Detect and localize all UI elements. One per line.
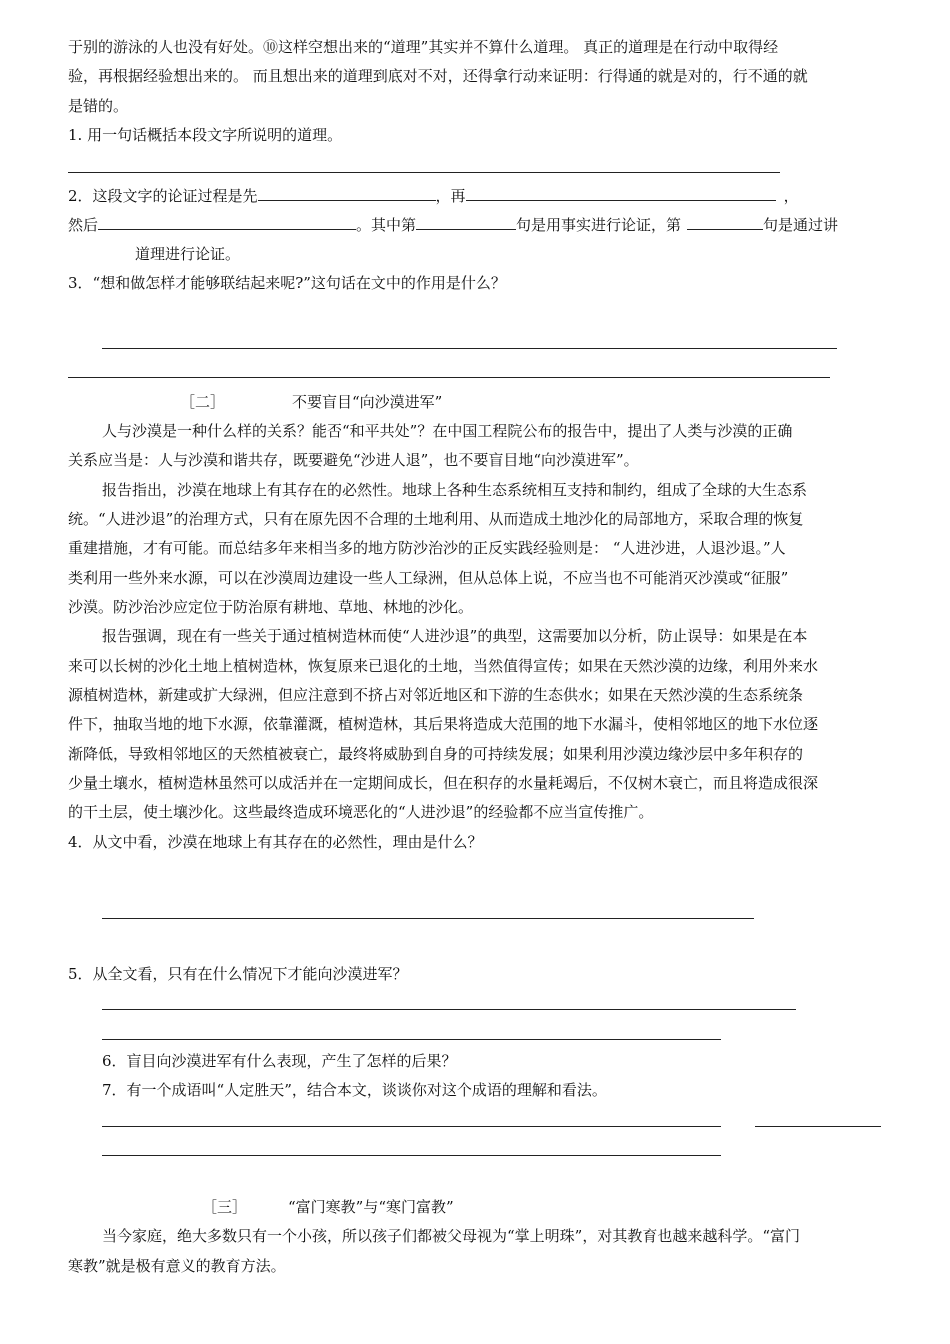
question-2-line-1 — [68, 185, 799, 206]
section-2-line-10: 源植树造林，新建或扩大绿洲，但应注意到不挤占对邻近地区和下游的生态供水；如果在天然沙漠的生态系统条 — [68, 686, 804, 704]
passage1-line-1: 于别的游泳的人也没有好处。⑩这样空想出来的“道理”其实并不算什么道理。 真正的道理是在行动中取得经 — [68, 38, 779, 56]
answer-line-q4[interactable] — [102, 918, 754, 919]
blank-q2-sentence-reason[interactable] — [687, 214, 763, 230]
passage1-line-2: 验，再根据经验想出来的。 而且想出来的道理到底对不对，还得拿行动来证明：行得通的就是对的，行不通的就 — [68, 67, 808, 85]
section-2-line-1: 人与沙漠是一种什么样的关系？能否“和平共处”？在中国工程院公布的报告中，提出了人类与沙漠的正确 — [102, 422, 793, 440]
question-2-line-3: 道理进行论证。 — [135, 245, 241, 263]
section-2-line-3: 报告指出，沙漠在地球上有其存在的必然性。地球上各种生态系统相互支持和制约，组成了全球的大生态系 — [102, 481, 808, 499]
section-3-line-1: 当今家庭，绝大多数只有一个小孩，所以孩子们都被父母视为“掌上明珠”，对其教育也越来越科学。“富门 — [102, 1227, 801, 1245]
answer-line-q3-1[interactable] — [102, 348, 837, 349]
question-2-text-g: 句是通过讲 — [763, 216, 839, 234]
question-2-text-a: 2．这段文字的论证过程是先 — [68, 187, 258, 205]
section-3-line-2: 寒教”就是极有意义的教育方法。 — [68, 1257, 286, 1275]
section-2-line-11: 件下，抽取当地的地下水源，依靠灌溉，植树造林，其后果将造成大范围的地下水漏斗，使相邻地区的地下水位逐 — [68, 715, 819, 733]
answer-line-q5-2[interactable] — [102, 1039, 721, 1040]
question-3: 3．“想和做怎样才能够联结起来呢?”这句话在文中的作用是什么？ — [68, 274, 506, 292]
answer-line-q5-1[interactable] — [102, 1009, 796, 1010]
question-4: 4．从文中看，沙漠在地球上有其存在的必然性，理由是什么？ — [68, 833, 483, 851]
blank-q2-sentence-fact[interactable] — [416, 214, 516, 230]
answer-line-q7-2[interactable] — [102, 1155, 721, 1156]
question-2-text-d: 然后 — [68, 216, 99, 234]
section-2-line-4: 统。“人进沙退”的治理方式，只有在原先因不合理的土地利用、从而造成土地沙化的局部地方，采取合理的恢复 — [68, 510, 804, 528]
passage1-line-3: 是错的。 — [68, 97, 129, 115]
section-2-line-12: 渐降低，导致相邻地区的天然植被衰亡，最终将威胁到自身的可持续发展；如果利用沙漠边缘沙层中多年积存的 — [68, 745, 804, 763]
section-2-line-5: 重建措施，才有可能。而总结多年来相当多的地方防沙治沙的正反实践经验则是： “人进沙进，人退沙退。”人 — [68, 539, 786, 557]
blank-q2-first[interactable] — [258, 185, 436, 201]
answer-line-q7-1b[interactable] — [755, 1126, 881, 1127]
question-2-text-c: ， — [783, 187, 799, 205]
answer-line-q1[interactable] — [68, 172, 780, 173]
question-2-text-e: 。其中第 — [356, 216, 417, 234]
answer-line-q3-2[interactable] — [68, 377, 830, 378]
answer-line-q7-1[interactable] — [102, 1126, 721, 1127]
question-6: 6．盲目向沙漠进军有什么表现，产生了怎样的后果？ — [102, 1052, 457, 1070]
section-2-title: 不要盲目“向沙漠进军” — [292, 393, 443, 411]
question-2-text-b: ，再 — [435, 187, 466, 205]
blank-q2-second[interactable] — [466, 185, 776, 201]
section-3-number: ［三］ — [202, 1198, 248, 1216]
question-1: 1. 用一句话概括本段文字所说明的道理。 — [68, 126, 343, 144]
section-2-number: ［二］ — [180, 393, 226, 411]
question-5: 5．从全文看，只有在什么情况下才能向沙漠进军？ — [68, 965, 408, 983]
section-2-line-8: 报告强调，现在有一些关于通过植树造林而使“人进沙退”的典型，这需要加以分析，防止误导：如果是在本 — [102, 627, 808, 645]
section-3-title: “富门寒教”与“寒门富教” — [288, 1198, 454, 1216]
question-2-line-2 — [68, 214, 838, 235]
section-2-line-7: 沙漠。防沙治沙应定位于防治原有耕地、草地、林地的沙化。 — [68, 598, 474, 616]
section-2-line-14: 的干土层，使土壤沙化。这些最终造成环境恶化的“人进沙退”的经验都不应当宣传推广。 — [68, 803, 654, 821]
section-2-line-6: 类利用一些外来水源，可以在沙漠周边建设一些人工绿洲，但从总体上说，不应当也不可能消灭沙漠或“征服” — [68, 569, 789, 587]
question-2-text-f: 句是用事实进行论证，第 — [516, 216, 682, 234]
section-2-line-13: 少量土壤水，植树造林虽然可以成活并在一定期间成长，但在积存的水量耗竭后，不仅树木衰亡，而且将造成很深 — [68, 774, 819, 792]
section-2-line-9: 来可以长树的沙化土地上植树造林，恢复原来已退化的土地，当然值得宣传；如果在天然沙漠的边缘，利用外来水 — [68, 657, 819, 675]
section-2-line-2: 关系应当是：人与沙漠和谐共存，既要避免“沙进人退”，也不要盲目地“向沙漠进军”。 — [68, 451, 639, 469]
question-7: 7．有一个成语叫“人定胜天”，结合本文，谈谈你对这个成语的理解和看法。 — [102, 1081, 607, 1099]
blank-q2-third[interactable] — [98, 214, 356, 230]
